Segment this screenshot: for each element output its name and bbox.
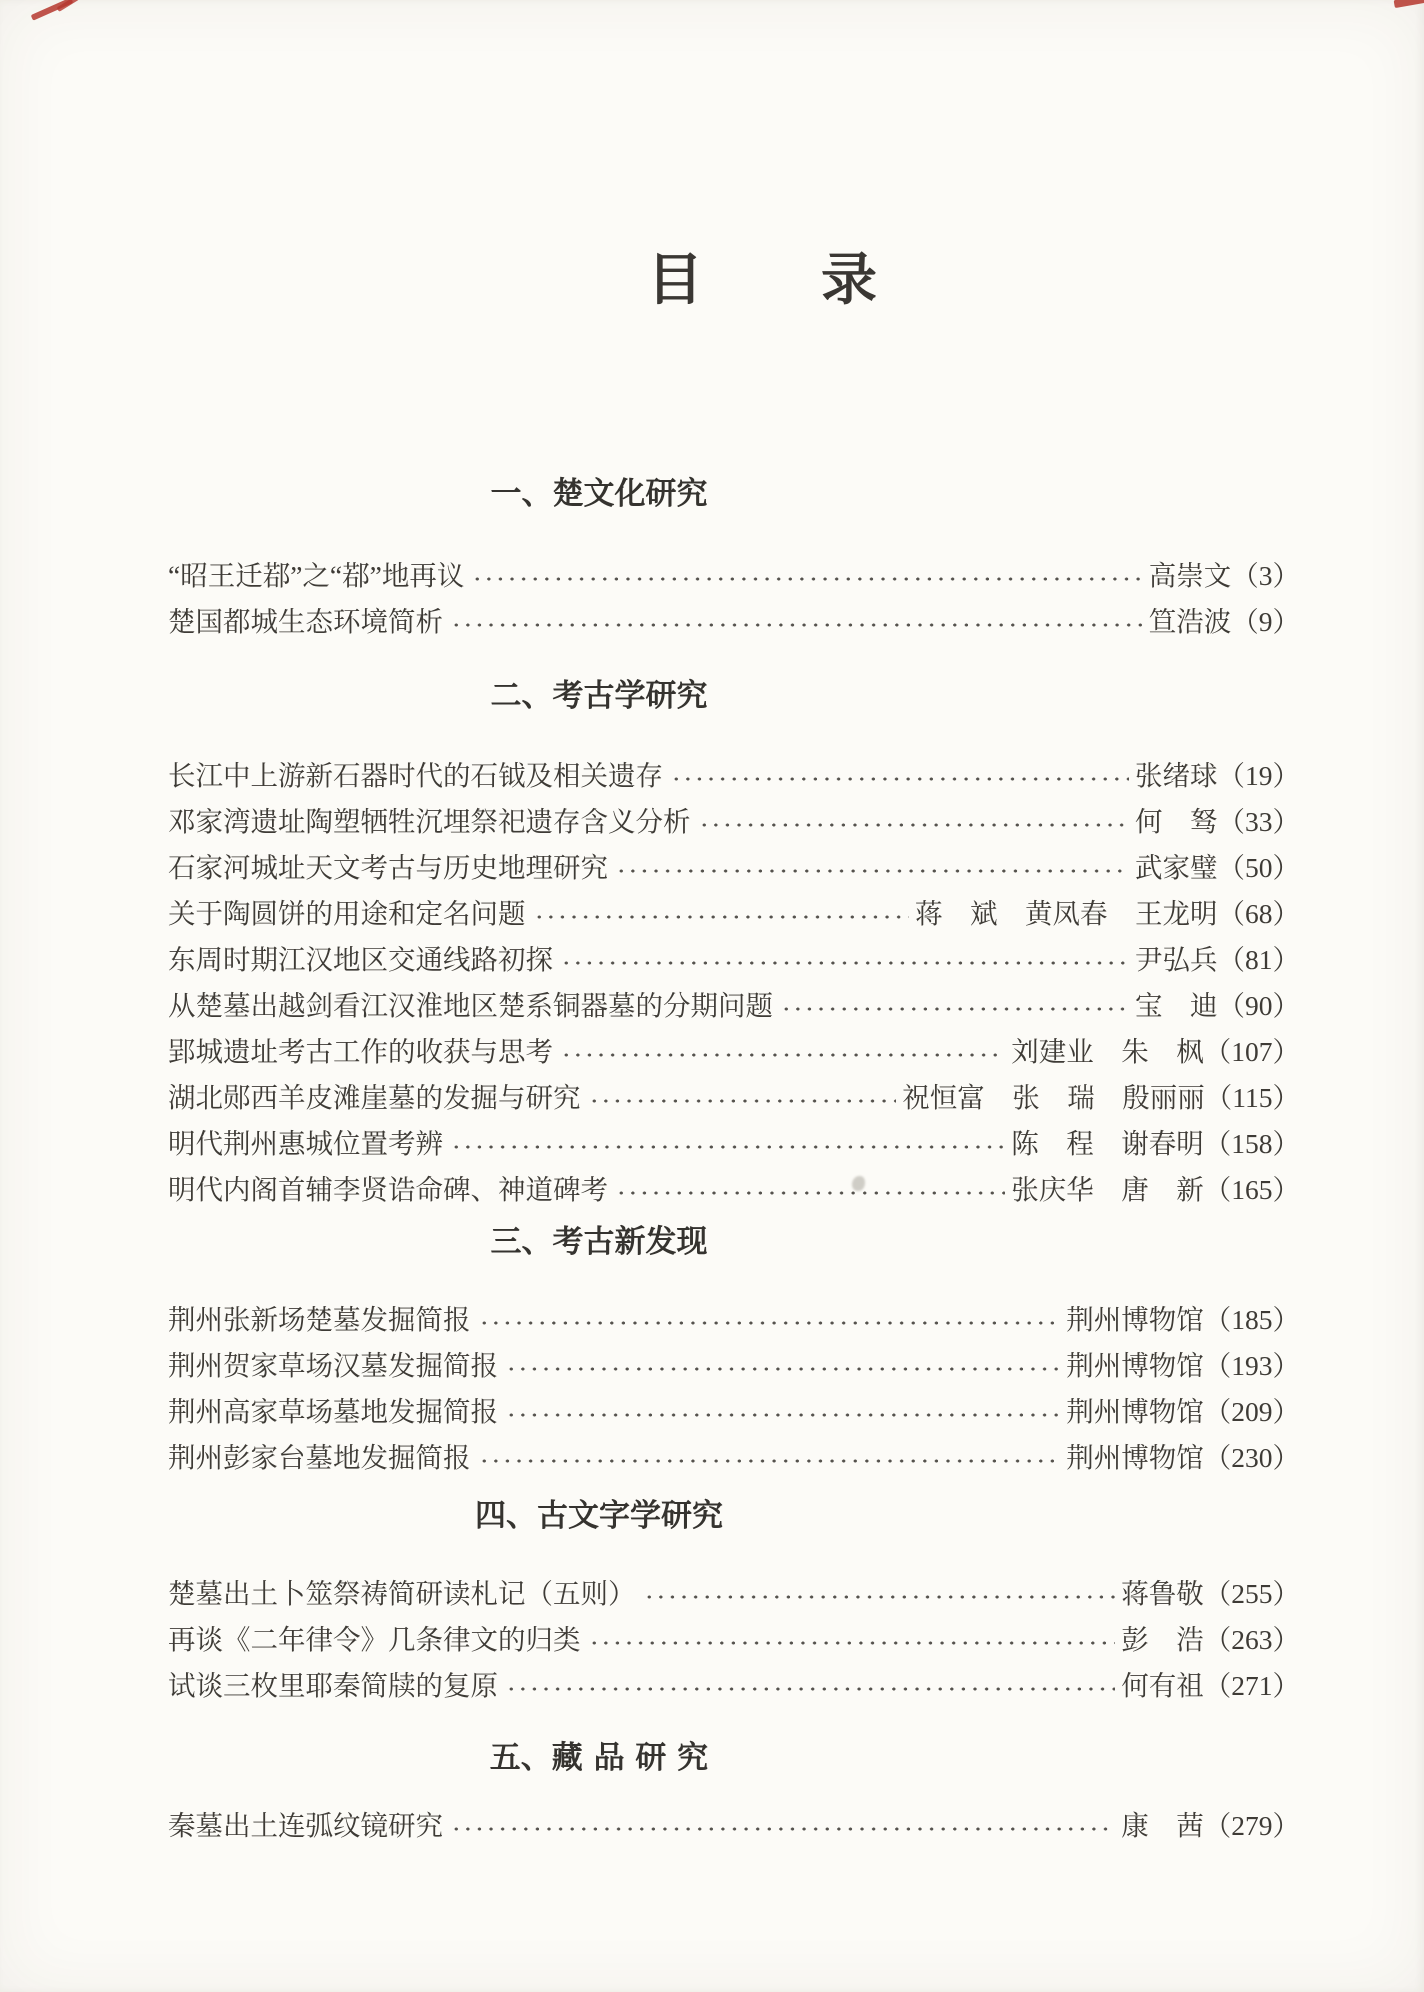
dot-leader — [562, 934, 1129, 980]
toc-entry — [168, 980, 1300, 1026]
dot-leader — [535, 888, 910, 934]
entry-title: 楚国都城生态环境简析 — [168, 606, 443, 637]
section-heading: 四、古文字学研究 — [475, 1498, 723, 1534]
toc-entry — [168, 842, 1300, 888]
entry-authors-page: 刘建业 朱 枫（107） — [1011, 1036, 1300, 1067]
toc-section — [168, 1226, 1300, 1478]
dot-leader — [562, 1026, 1005, 1072]
dot-leader — [452, 596, 1143, 642]
toc-entry — [168, 1800, 1300, 1846]
toc-entry — [168, 888, 1300, 934]
entry-authors-page: 何有祖（271） — [1121, 1670, 1300, 1701]
dot-leader — [590, 1072, 897, 1118]
toc-entry — [168, 1294, 1300, 1340]
entry-authors-page: 宝 迪（90） — [1135, 990, 1300, 1021]
toc-section — [168, 1500, 1300, 1706]
entry-authors-page: 高崇文（3） — [1148, 560, 1300, 591]
entry-authors-page: 荆州博物馆（209） — [1066, 1396, 1300, 1427]
dot-leader — [507, 1386, 1060, 1432]
entry-title: 明代荆州惠城位置考辨 — [168, 1128, 443, 1159]
entry-title: 从楚墓出越剑看江汉淮地区楚系铜器墓的分期问题 — [168, 990, 773, 1021]
entry-title: 荆州张新场楚墓发掘简报 — [168, 1304, 471, 1335]
entry-title: 荆州高家草场墓地发掘简报 — [168, 1396, 498, 1427]
page-title: 目 录 — [647, 247, 879, 313]
entry-title: 再谈《二年律令》几条律文的归类 — [168, 1624, 581, 1655]
entry-authors-page: 笪浩波（9） — [1148, 606, 1300, 637]
entry-authors-page: 荆州博物馆（185） — [1066, 1304, 1300, 1335]
entry-title: 楚墓出土卜筮祭祷简研读札记（五则） — [168, 1578, 636, 1609]
entry-title: 邓家湾遗址陶塑牺牲沉埋祭祀遗存含义分析 — [168, 806, 691, 837]
section-entries — [168, 750, 1300, 1210]
section-heading: 一、楚文化研究 — [490, 476, 708, 512]
entry-authors-page: 陈 程 谢春明（158） — [1011, 1128, 1300, 1159]
toc-sections — [168, 478, 1300, 1846]
entry-authors-page: 荆州博物馆（193） — [1066, 1350, 1300, 1381]
entry-authors-page: 张绪球（19） — [1135, 760, 1300, 791]
entry-authors-page: 张庆华 唐 新（165） — [1011, 1174, 1300, 1205]
entry-title: 石家河城址天文考古与历史地理研究 — [168, 852, 608, 883]
entry-authors-page: 蒋鲁敬（255） — [1121, 1578, 1300, 1609]
dot-leader — [480, 1294, 1061, 1340]
entry-title: 东周时期江汉地区交通线路初探 — [168, 944, 553, 975]
toc-entry — [168, 1164, 1300, 1210]
entry-title: 湖北郧西羊皮滩崖墓的发掘与研究 — [168, 1082, 581, 1113]
entry-title: 试谈三枚里耶秦简牍的复原 — [168, 1670, 498, 1701]
dot-leader — [672, 750, 1129, 796]
entry-title: 荆州彭家台墓地发掘简报 — [168, 1442, 471, 1473]
section-entries — [168, 1568, 1300, 1706]
dot-leader — [507, 1660, 1115, 1706]
toc-entry — [168, 1386, 1300, 1432]
dot-leader — [480, 1432, 1061, 1478]
toc-entry — [168, 1340, 1300, 1386]
entry-title: 秦墓出土连弧纹镜研究 — [168, 1810, 443, 1841]
toc-entry — [168, 1614, 1300, 1660]
dot-leader — [617, 1164, 1005, 1210]
entry-authors-page: 蒋 斌 黄凤春 王龙明（68） — [915, 898, 1300, 929]
dot-leader — [645, 1568, 1116, 1614]
dot-leader — [452, 1118, 1005, 1164]
toc-entry — [168, 1026, 1300, 1072]
dot-leader — [507, 1340, 1060, 1386]
section-heading: 五、藏 品 研 究 — [489, 1740, 709, 1776]
section-entries — [168, 1294, 1300, 1478]
entry-authors-page: 康 茜（279） — [1121, 1810, 1300, 1841]
entry-authors-page: 尹弘兵（81） — [1135, 944, 1300, 975]
entry-authors-page: 荆州博物馆（230） — [1066, 1442, 1300, 1473]
toc-entry — [168, 596, 1300, 642]
toc-entry — [168, 550, 1300, 596]
dot-leader — [782, 980, 1129, 1026]
toc-entry — [168, 750, 1300, 796]
entry-title: 郢城遗址考古工作的收获与思考 — [168, 1036, 553, 1067]
toc-entry — [168, 1432, 1300, 1478]
toc-entry — [168, 1568, 1300, 1614]
dot-leader — [617, 842, 1129, 888]
entry-authors-page: 何 驽（33） — [1135, 806, 1300, 837]
entry-authors-page: 武家璧（50） — [1135, 852, 1300, 883]
entry-title: 关于陶圆饼的用途和定名问题 — [168, 898, 526, 929]
entry-title: 长江中上游新石器时代的石钺及相关遗存 — [168, 760, 663, 791]
section-entries — [168, 1800, 1300, 1846]
toc-section — [168, 680, 1300, 1210]
toc-content — [168, 0, 1300, 1846]
scan-artifact-mark — [1394, 0, 1424, 8]
toc-entry — [168, 934, 1300, 980]
entry-authors-page: 彭 浩（263） — [1121, 1624, 1300, 1655]
toc-entry — [168, 1118, 1300, 1164]
dot-leader — [590, 1614, 1116, 1660]
entry-authors-page: 祝恒富 张 瑞 殷丽丽（115） — [902, 1082, 1300, 1113]
toc-section — [168, 1742, 1300, 1846]
dot-leader — [700, 796, 1130, 842]
section-heading: 三、考古新发现 — [490, 1224, 708, 1260]
entry-title: 明代内阁首辅李贤诰命碑、神道碑考 — [168, 1174, 608, 1205]
toc-entry — [168, 796, 1300, 842]
entry-title: “昭王迁鄀”之“鄀”地再议 — [168, 560, 465, 591]
toc-entry — [168, 1072, 1300, 1118]
dot-leader — [473, 550, 1142, 596]
toc-entry — [168, 1660, 1300, 1706]
entry-title: 荆州贺家草场汉墓发掘简报 — [168, 1350, 498, 1381]
section-heading: 二、考古学研究 — [490, 678, 708, 714]
dot-leader — [452, 1800, 1115, 1846]
toc-section — [168, 478, 1300, 642]
section-entries — [168, 550, 1300, 642]
